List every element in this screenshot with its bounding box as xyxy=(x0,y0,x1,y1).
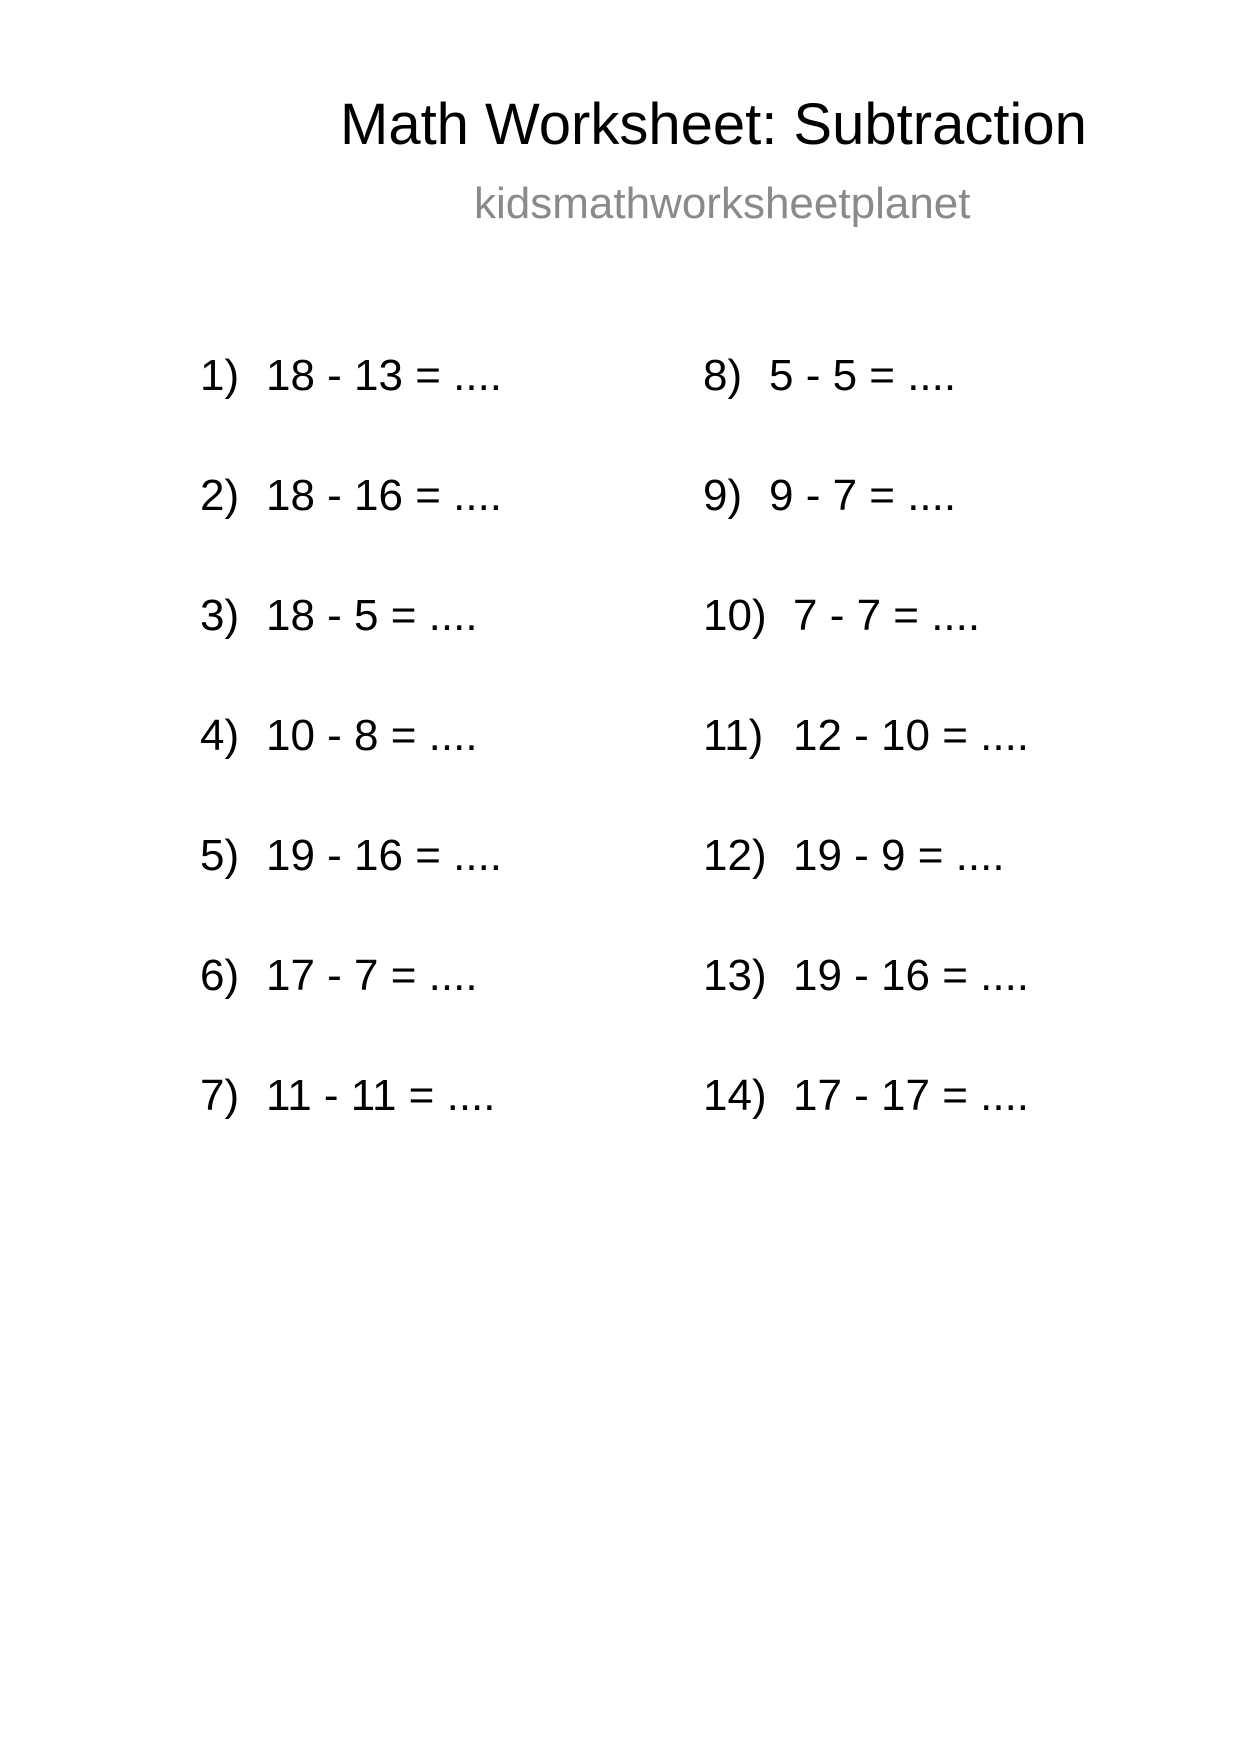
problem-expression: 5 - 5 = .... xyxy=(769,351,957,400)
problem-expression: 19 - 16 = .... xyxy=(266,831,503,880)
problem-expression: 7 - 7 = .... xyxy=(793,591,981,640)
problem-expression: 17 - 17 = .... xyxy=(793,1071,1030,1120)
problem-item xyxy=(703,831,1005,880)
problem-number: 13) xyxy=(703,951,767,1000)
problem-number: 14) xyxy=(703,1071,767,1120)
problem-item xyxy=(703,591,981,640)
problem-item xyxy=(200,711,478,760)
problem-item xyxy=(703,711,1030,760)
worksheet-subtitle: kidsmathworksheetplanet xyxy=(474,179,971,228)
problem-number: 6) xyxy=(200,951,240,1000)
problem-number: 4) xyxy=(200,711,240,760)
problem-number: 11) xyxy=(703,711,764,760)
problem-number: 12) xyxy=(703,831,767,880)
problem-expression: 12 - 10 = .... xyxy=(793,711,1030,760)
problem-item xyxy=(703,1071,1030,1120)
problem-expression: 18 - 13 = .... xyxy=(266,351,503,400)
problem-expression: 18 - 16 = .... xyxy=(266,471,503,520)
problem-item xyxy=(703,351,957,400)
problem-expression: 18 - 5 = .... xyxy=(266,591,478,640)
problem-item xyxy=(200,351,503,400)
problem-item xyxy=(200,1071,496,1120)
problem-expression: 19 - 9 = .... xyxy=(793,831,1005,880)
problem-number: 8) xyxy=(703,351,743,400)
problem-expression: 17 - 7 = .... xyxy=(266,951,478,1000)
problem-expression: 11 - 11 = .... xyxy=(266,1071,496,1120)
problem-expression: 19 - 16 = .... xyxy=(793,951,1030,1000)
problem-number: 7) xyxy=(200,1071,240,1120)
worksheet-title: Math Worksheet: Subtraction xyxy=(340,92,1087,157)
problem-item xyxy=(200,831,503,880)
problem-item xyxy=(703,471,957,520)
problem-expression: 9 - 7 = .... xyxy=(769,471,957,520)
problem-item xyxy=(200,591,478,640)
problem-item xyxy=(200,951,478,1000)
problem-number: 9) xyxy=(703,471,743,520)
problem-number: 3) xyxy=(200,591,240,640)
problem-number: 1) xyxy=(200,351,240,400)
problem-expression: 10 - 8 = .... xyxy=(266,711,478,760)
problem-item xyxy=(703,951,1030,1000)
problem-number: 2) xyxy=(200,471,240,520)
problem-number: 5) xyxy=(200,831,240,880)
problem-number: 10) xyxy=(703,591,767,640)
problem-item xyxy=(200,471,503,520)
